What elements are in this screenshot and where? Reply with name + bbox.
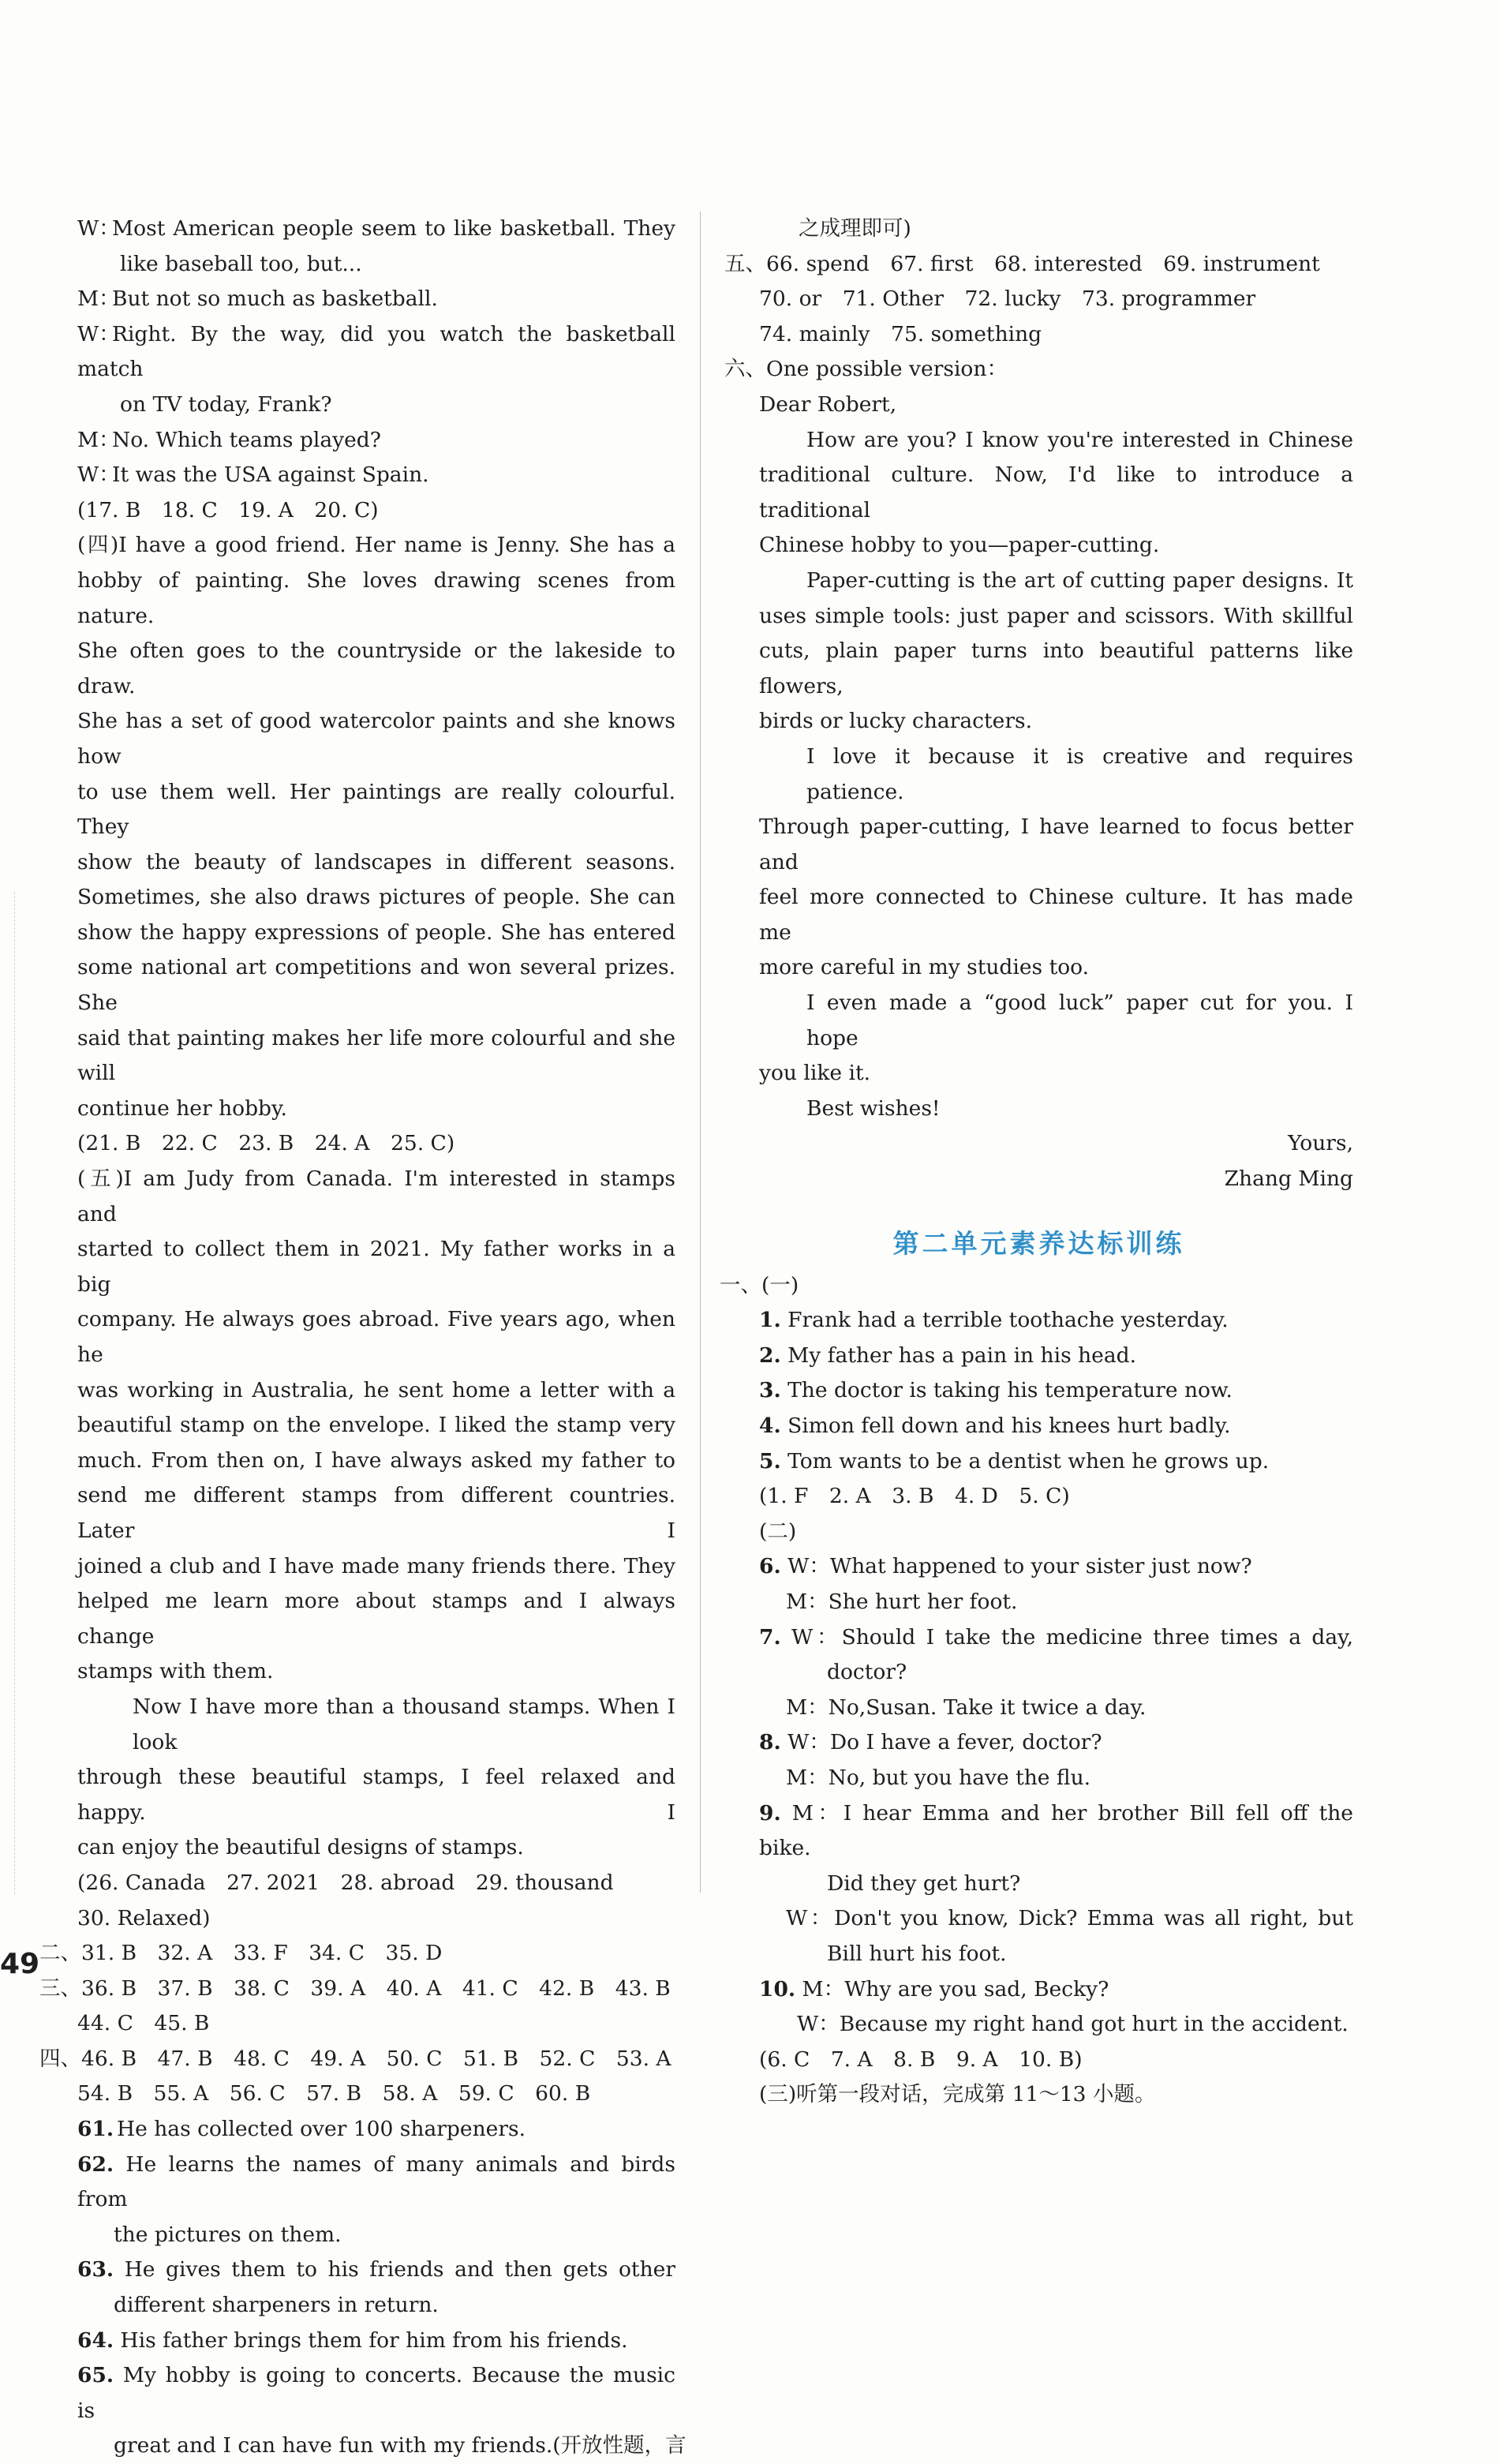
listening-items	[724, 1303, 1353, 2113]
list-item: 3. The doctor is taking his temperature now.	[759, 1378, 1233, 1403]
section-5-answers-a: 五、66. spend 67. first 68. interested 69. instrument	[724, 251, 1320, 276]
continuation-note: 之成理即可)	[799, 216, 911, 241]
answers-1-5: (1. F 2. A 3. B 4. D 5. C)	[759, 1484, 1070, 1509]
list-item: 1. Frank had a terrible toothache yesterday.	[759, 1308, 1229, 1333]
left-column	[39, 212, 686, 2464]
section-2-answers: 二、31. B 32. A 33. F 34. C 35. D	[39, 1941, 443, 1966]
question-64: 64. His father brings them for him from his friends.	[77, 2327, 628, 2353]
letter-closing: Best wishes!	[806, 1095, 941, 1121]
question-62: 62. He learns the names of many animals and birds from the pictures on them.	[77, 2151, 675, 2247]
answers-17-20: (17. B 18. C 19. A 20. C)	[77, 497, 379, 522]
unit-title: 第二单元素养达标训练	[892, 1227, 1185, 1259]
question-61: 61. He has collected over 100 sharpeners.	[77, 2117, 526, 2142]
page-number: 49	[0, 1948, 40, 1980]
answers-26-29: (26. Canada 27. 2021 28. abroad 29. thousand	[77, 1870, 614, 1895]
letter: Dear Robert, How are you? I know you're interested in Chinese traditional culture. Now, I'd like to introduce a traditional Chinese hobby to you—paper-cutting. Paper-cutting is the art of cutting paper designs. It uses simple tools: just paper and scissors. With skillful cuts, plain paper turns into beautiful patterns like flowers, birds or lucky characters. I love it because it is creative and requires patience. Through paper-cutting, I have learned to focus better and feel more connected to Chinese culture. It has made me more careful in my studies too. I even made a “good luck” paper cut for you. I hope you like it. Best wishes! Yours, Zhang Ming	[724, 388, 1353, 1197]
part-1-heading: 一、(一)	[720, 1272, 799, 1298]
passage-4: (四)I have a good friend. Her name is Jenny. She has a hobby of painting. She loves drawing scenes from nature. She often goes to the countryside or the lakeside to draw. She has a set of good watercolor paints and she knows how to use them well. Her paintings are really colourful. They show the beauty of landscapes in different seasons. Sometimes, she also draws pictures of people. She can show the happy expressions of people. She has entered some national art competitions and won several prizes. She said that painting makes her life more colourful and she will continue her hobby.	[77, 533, 675, 1121]
answers-30: 30. Relaxed)	[77, 1905, 211, 1930]
dialog-6: 6. W：What happened to your sister just now? M：She hurt her foot.	[759, 1554, 1252, 1614]
passage-5: (五)I am Judy from Canada. I'm interested in stamps and started to collect them in 2021. My father works in a big company. He always goes abroad. Five years ago, when he was working in Australia, he sent home a letter with a beautiful stamp on the envelope. I liked the stamp very much. From then on, I have always asked my father to send me different stamps from different countries. Later I joined a club and I have made many friends there. They helped me learn more about stamps and I always change stamps with them. Now I have more than a thousand stamps. When I look through these beautiful stamps, I feel relaxed and happy. I can enjoy the beautiful designs of stamps.	[77, 1166, 675, 1860]
list-item: 2. My father has a pain in his head.	[759, 1342, 1137, 1368]
section-6-heading: 六、One possible version：	[724, 357, 1008, 382]
question-63: 63. He gives them to his friends and then gets other different sharpeners in return.	[77, 2257, 675, 2318]
dialog-9: 9. M：I hear Emma and her brother Bill fell off the bike. Did they get hurt? W：Don't you know, Dick? Emma was all right, but Bill hurt his foot.	[759, 1800, 1353, 1966]
letter-signer: Zhang Ming	[1224, 1166, 1353, 1192]
section-3-answers-b: 44. C 45. B	[77, 2011, 210, 2036]
list-item: 5. Tom wants to be a dentist when he grows up.	[759, 1448, 1270, 1474]
section-5-answers-b: 70. or 71. Other 72. lucky 73. programmer	[759, 286, 1256, 312]
dialog-7: 7. W：Should I take the medicine three times a day, doctor? M：No,Susan. Take it twice a day.	[759, 1624, 1353, 1720]
right-column	[720, 212, 1353, 2113]
dialog-8: 8. W：Do I have a fever, doctor? M：No, but you have the flu.	[759, 1730, 1102, 1790]
section-5-answers-c: 74. mainly 75. something	[759, 321, 1042, 346]
letter-salutation: Dear Robert,	[759, 391, 897, 417]
section-4-answers-a: 四、46. B 47. B 48. C 49. A 50. C 51. B 52. C 53. A	[39, 2046, 671, 2071]
dialog-10: 10. M：Why are you sad, Becky? W：Because my right hand got hurt in the accident.	[759, 1976, 1349, 2037]
column-divider	[700, 212, 701, 1893]
section-3-answers-a: 三、36. B 37. B 38. C 39. A 40. A 41. C 42. B 43. B	[39, 1975, 671, 2001]
letter-yours: Yours,	[1288, 1131, 1353, 1156]
list-item: 4. Simon fell down and his knees hurt badly.	[759, 1414, 1231, 1438]
part-2-heading: (二)	[759, 1518, 797, 1544]
part-3-heading: (三)听第一段对话，完成第 11～13 小题。	[759, 2082, 1156, 2107]
dialog-a: W：Most American people seem to like basketball. They like baseball too, but... M：But not so much as basketball. W：Right. By the way, did you watch the basketball match on TV today, Frank? M：No. Which teams played? W：It was the USA against Spain.	[77, 216, 675, 488]
answers-21-25: (21. B 22. C 23. B 24. A 25. C)	[77, 1131, 455, 1156]
answers-6-10: (6. C 7. A 8. B 9. A 10. B)	[759, 2046, 1083, 2072]
margin-rule	[14, 892, 16, 1894]
question-65: 65. My hobby is going to concerts. Because the music is great and I can have fun with my friends.(开放性题，言	[77, 2363, 686, 2458]
section-4-answers-b: 54. B 55. A 56. C 57. B 58. A 59. C 60. B	[77, 2081, 591, 2106]
